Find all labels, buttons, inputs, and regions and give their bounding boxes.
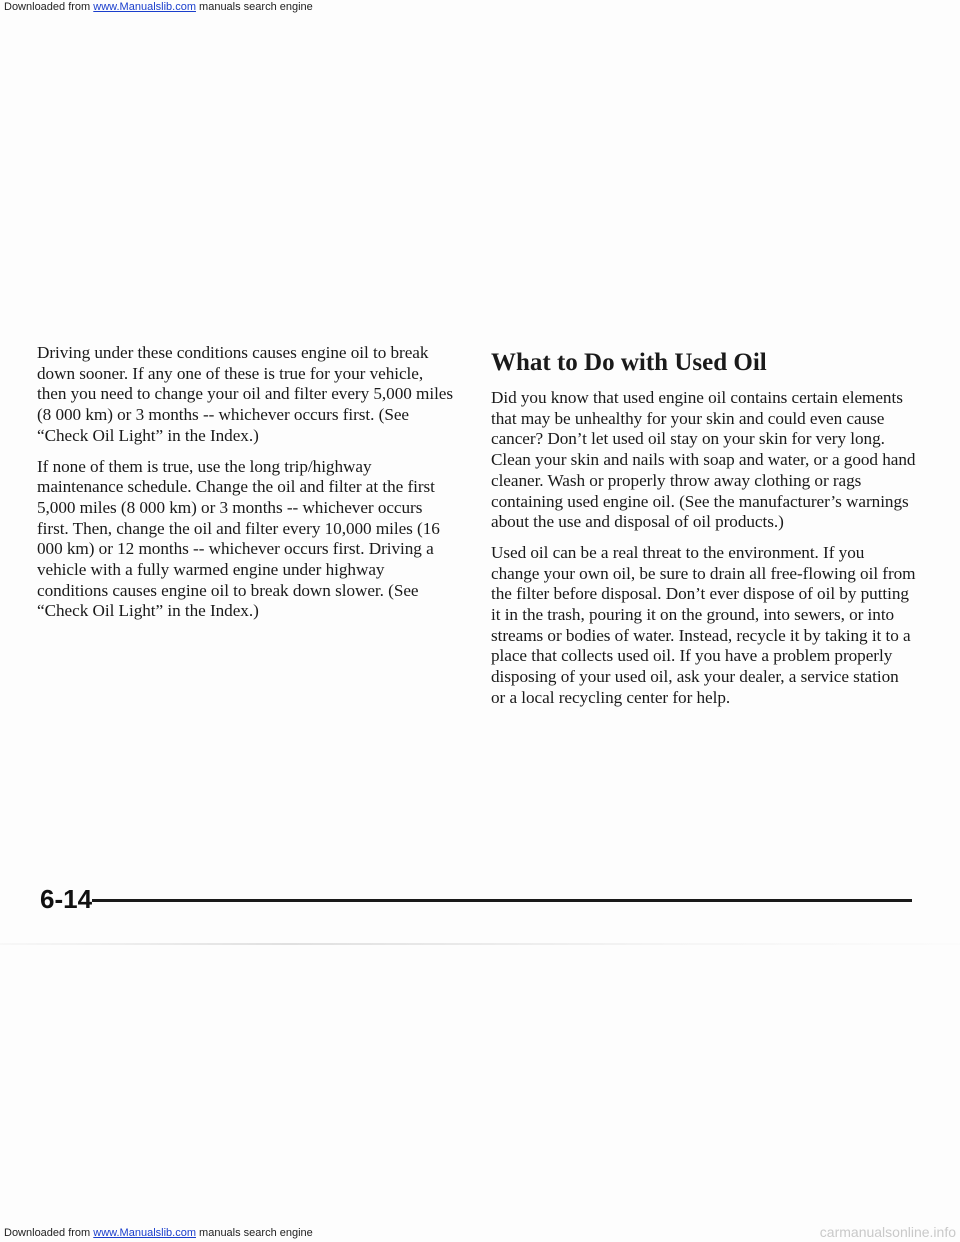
manualslib-link-bottom[interactable]: www.Manualslib.com <box>93 1227 196 1239</box>
page-number: 6-14 <box>40 884 93 914</box>
right-column <box>491 348 916 719</box>
footer-rule <box>92 899 912 902</box>
banner-suffix: manuals search engine <box>195 1 313 13</box>
banner-prefix: Downloaded from <box>4 1 94 13</box>
download-banner-bottom <box>4 1226 313 1240</box>
paragraph-environment: Used oil can be a real threat to the environment. If you change your own oil, be sure to drain all free-flowing oil from the filter before disposal. Don’t ever dispose of oil by putting it in the trash, pouring it on the ground, into sewers, or into streams or bodies of water. Instead, recycle it by taking it to a place that collects used oil. If you have a problem properly disposing of your used oil, ask your dealer, a service station or a local recycling center for help. <box>491 542 916 707</box>
paragraph-health-warning: Did you know that used engine oil contains certain elements that may be unhealthy for your skin and could even cause cancer? Don’t let used oil stay on your skin for very long. Clean your skin and nails with soap and water, or a good hand cleaner. Wash or properly throw away clothing or rags containing used engine oil. (See the manufacturer’s warnings about the use and disposal of oil products.) <box>491 388 916 532</box>
banner-suffix-bottom: manuals search engine <box>195 1227 313 1239</box>
manualslib-link[interactable]: www.Manualslib.com <box>93 1 196 13</box>
left-column <box>37 343 455 632</box>
download-banner-top <box>4 0 313 14</box>
paragraph-long-trip-schedule: If none of them is true, use the long trip/highway maintenance schedule. Change the oil and filter at the first 5,000 miles (8 000 km) or 3 months -- whichever occurs first. Then, change the oil and filter every 10,000 miles (16 000 km) or 12 months -- whichever occurs first. Driving a vehicle with a fully warmed engine under highway conditions causes engine oil to break down slower. (See “Check Oil Light” in the Index.) <box>37 456 440 621</box>
site-watermark: carmanualsonline.info <box>819 1224 956 1240</box>
paragraph-severe-conditions: Driving under these conditions causes engine oil to break down sooner. If any one of these is true for your vehicle, then you need to change your oil and filter every 5,000 miles (8 000 km) or 3 months -- whichever occurs first. (See “Check Oil Light” in the Index.) <box>37 343 454 445</box>
scan-artifact-line <box>0 943 960 945</box>
section-heading-used-oil: What to Do with Used Oil <box>491 349 767 376</box>
banner-prefix-bottom: Downloaded from <box>4 1227 94 1239</box>
page-footer <box>40 884 912 924</box>
